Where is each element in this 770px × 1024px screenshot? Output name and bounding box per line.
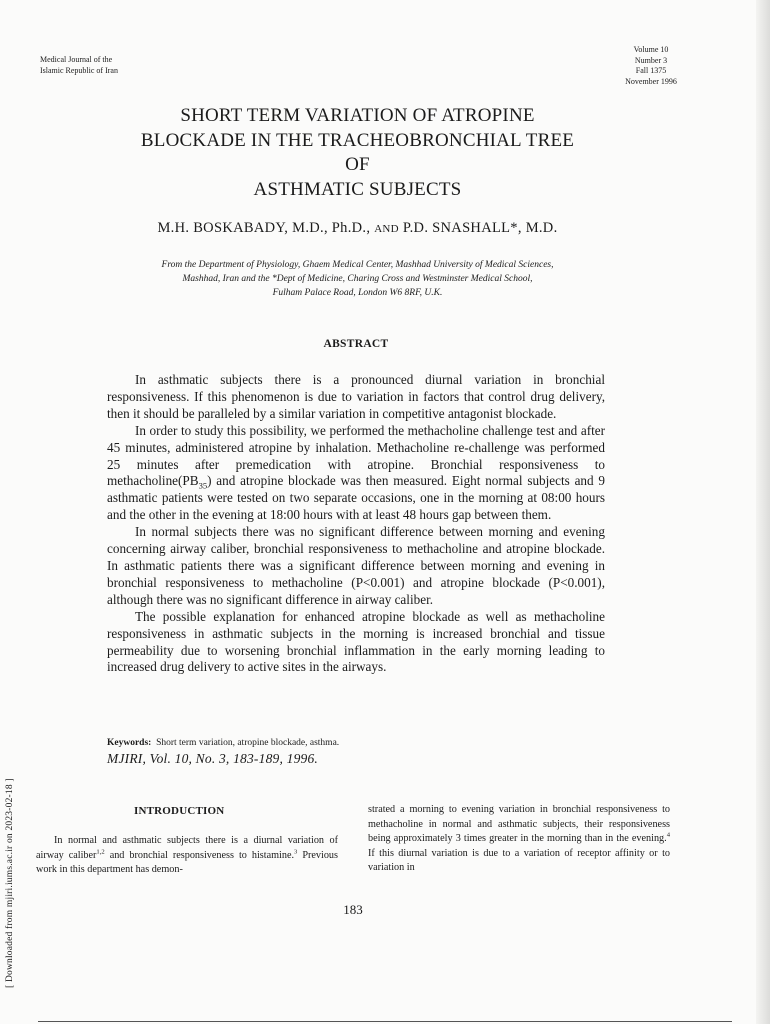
abstract-text: ) and atropine blockade was then measured. Eight normal subjects and 9 asthmatic patients were tested on two separate occasions, one in the morning at 08:00 hours and the other in the evening at 18:00 hours with at least 48 hours gap between them. bbox=[107, 473, 605, 523]
affiliation bbox=[100, 258, 615, 300]
title-line: BLOCKADE IN THE TRACHEOBRONCHIAL TREE bbox=[140, 129, 575, 151]
intro-text: and bronchial responsiveness to histamine. bbox=[104, 849, 295, 861]
bottom-divider bbox=[38, 1021, 732, 1022]
download-watermark: [ Downloaded from mjiri.iums.ac.ir on 2023-02-18 ] bbox=[5, 778, 15, 988]
abstract-paragraph: In asthmatic subjects there is a pronounced diurnal variation in bronchial responsiveness. If this phenomenon is due to variation in factors that control drug delivery, then it should be paralleled by a similar variation in competitive antagonist blockade. bbox=[107, 372, 605, 421]
intro-paragraph bbox=[36, 834, 338, 878]
page-number: 183 bbox=[343, 902, 363, 917]
journal-line: Medical Journal of the bbox=[40, 55, 113, 64]
date: November 1996 bbox=[625, 76, 677, 86]
page-edge-shadow bbox=[756, 0, 770, 1024]
citation: MJIRI, Vol. 10, No. 3, 183-189, 1996. bbox=[107, 751, 319, 766]
introduction-heading: INTRODUCTION bbox=[134, 805, 225, 817]
keywords bbox=[107, 738, 339, 748]
reference: 4 bbox=[666, 831, 670, 839]
reference: 1,2 bbox=[96, 848, 105, 856]
intro-paragraph bbox=[368, 803, 670, 876]
title-line: ASTHMATIC SUBJECTS bbox=[253, 178, 462, 200]
intro-text: strated a morning to evening variation in bronchial responsiveness to methacholine in normal and asthmatic subjects, their responsiveness being approximately 3 times greater in the morning than in the evening. bbox=[368, 804, 670, 845]
abstract-paragraph: The possible explanation for enhanced atropine blockade as well as methacholine responsiveness in asthmatic subjects in the morning is increased bronchial and tissue permeability due to worsening bronchial inflammation in the early morning leading to increased drug delivery to active sites in the airways. bbox=[107, 608, 605, 675]
author-2: P.D. SNASHALL*, M.D. bbox=[402, 220, 558, 236]
authors bbox=[60, 220, 655, 237]
journal-line: Islamic Republic of Iran bbox=[40, 66, 118, 75]
abstract-paragraph bbox=[107, 423, 605, 524]
journal-name bbox=[40, 54, 118, 76]
reference: 3 bbox=[294, 848, 298, 856]
abstract-heading: ABSTRACT bbox=[323, 338, 389, 350]
subscript: 35 bbox=[198, 481, 208, 492]
abstract-body bbox=[107, 372, 605, 676]
abstract-text: In order to study this possibility, we performed the methacholine challenge test and after 45 minutes, administered atropine by inhalation. Methacholine re-challenge was performed 25 minutes after premedication with atropine. Bronchial responsiveness to methacholine(PB bbox=[107, 422, 605, 489]
author-conjunction: AND bbox=[374, 223, 399, 235]
title-line: SHORT TERM VARIATION OF ATROPINE bbox=[180, 105, 535, 126]
abstract-paragraph: In normal subjects there was no significant difference between morning and evening concerning airway caliber, bronchial responsiveness to methacholine and atropine blockade. In asthmatic patients there was a significant difference between morning and evening in bronchial responsiveness to methacholine (P<0.001) and atropine blockade (P<0.001), although there was no significant difference in airway caliber. bbox=[107, 524, 605, 607]
left-column bbox=[36, 834, 338, 878]
season: Fall 1375 bbox=[635, 66, 667, 75]
issue-info bbox=[612, 45, 690, 87]
right-column bbox=[368, 803, 670, 876]
number: Number 3 bbox=[634, 55, 668, 65]
article-title bbox=[80, 104, 635, 202]
intro-text: In normal and asthmatic subjects there is a diurnal variation of airway caliber bbox=[36, 835, 338, 861]
volume: Volume 10 bbox=[633, 45, 669, 54]
author-1: M.H. BOSKABADY, M.D., Ph.D., bbox=[157, 220, 371, 236]
affiliation-line: From the Department of Physiology, Ghaem Medical Center, Mashhad University of Medical Sciences, bbox=[161, 260, 554, 270]
keywords-label: Keywords: bbox=[107, 738, 152, 748]
affiliation-line: Fulham Palace Road, London W6 8RF, U.K. bbox=[272, 288, 443, 298]
title-line: OF bbox=[345, 154, 370, 175]
keywords-text: Short term variation, atropine blockade, asthma. bbox=[156, 738, 340, 748]
affiliation-line: Mashhad, Iran and the *Dept of Medicine, Charing Cross and Westminster Medical School, bbox=[182, 274, 533, 284]
intro-text: If this diurnal variation is due to a variation of receptor affinity or to variation in bbox=[368, 847, 670, 874]
intro-text: Previous work in this department has demon- bbox=[36, 849, 338, 876]
